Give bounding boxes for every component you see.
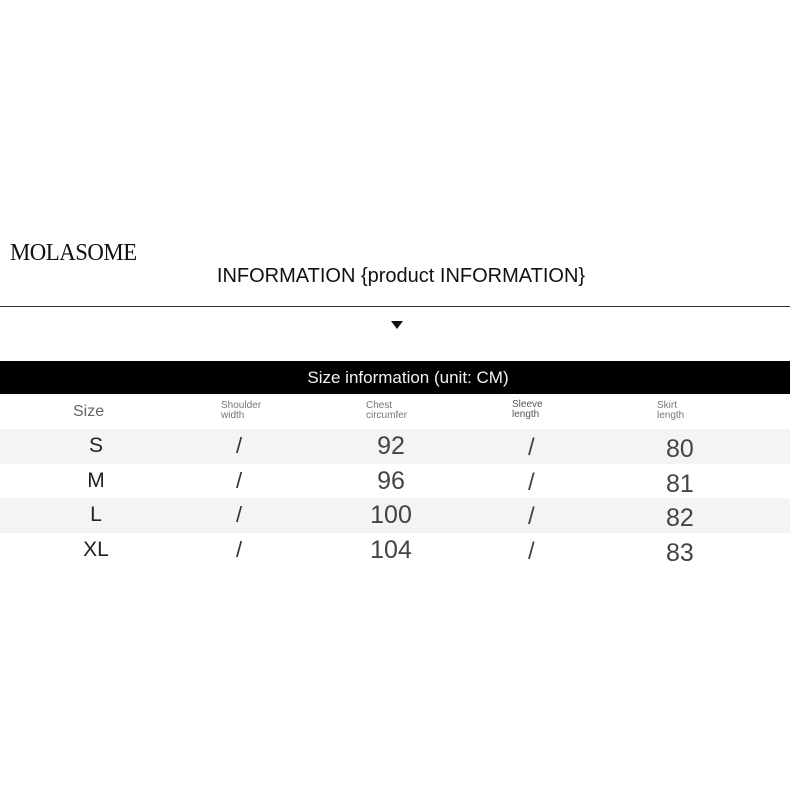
table-row [0,533,790,568]
cell-shoulder: / [236,467,243,493]
header-shoulder-line2: width [221,410,245,421]
cell-size: L [90,503,102,526]
brand-logo: MOLASOME [10,240,137,266]
header-sleeve-line1: Sleeve [512,399,543,410]
header-skirt-line2: length [657,410,685,421]
header-skirt [657,401,684,421]
cell-sleeve: / [528,468,535,496]
header-shoulder-line1: Shoulder [221,400,262,411]
table-row [0,498,790,533]
header-chest-line1: Chest [366,400,393,411]
cell-chest: 104 [370,535,412,564]
cell-chest: 96 [377,466,405,495]
size-table [0,395,790,567]
header-shoulder [221,401,261,421]
cell-shoulder: / [236,433,243,458]
header-skirt-line1: Skirt [657,400,677,411]
table-header [0,395,790,429]
cell-chest: 92 [377,432,405,460]
cell-sleeve: / [528,434,535,461]
cell-skirt: 82 [666,504,694,532]
header-chest-line2: circumfer [366,410,408,421]
caret-down-icon [391,321,403,329]
table-row [0,429,790,464]
cell-skirt: 81 [666,469,694,498]
header-sleeve [512,400,543,420]
cell-sleeve: / [528,537,535,565]
cell-skirt: 83 [666,538,694,567]
cell-sleeve: / [528,503,535,530]
cell-size: S [88,434,103,457]
cell-shoulder: / [236,502,243,527]
cell-skirt: 80 [666,435,694,463]
header-size: Size [73,403,105,420]
cell-size: M [87,468,105,492]
header-sleeve-line2: length [512,409,540,420]
divider [0,306,790,307]
cell-shoulder: / [236,536,243,562]
banner-title: Size information (unit: CM) [307,368,509,387]
cell-chest: 100 [370,501,412,529]
header-chest [366,401,407,421]
size-banner [0,361,790,394]
info-title: INFORMATION {product INFORMATION} [216,265,586,287]
cell-size: XL [83,537,109,561]
table-row [0,464,790,499]
